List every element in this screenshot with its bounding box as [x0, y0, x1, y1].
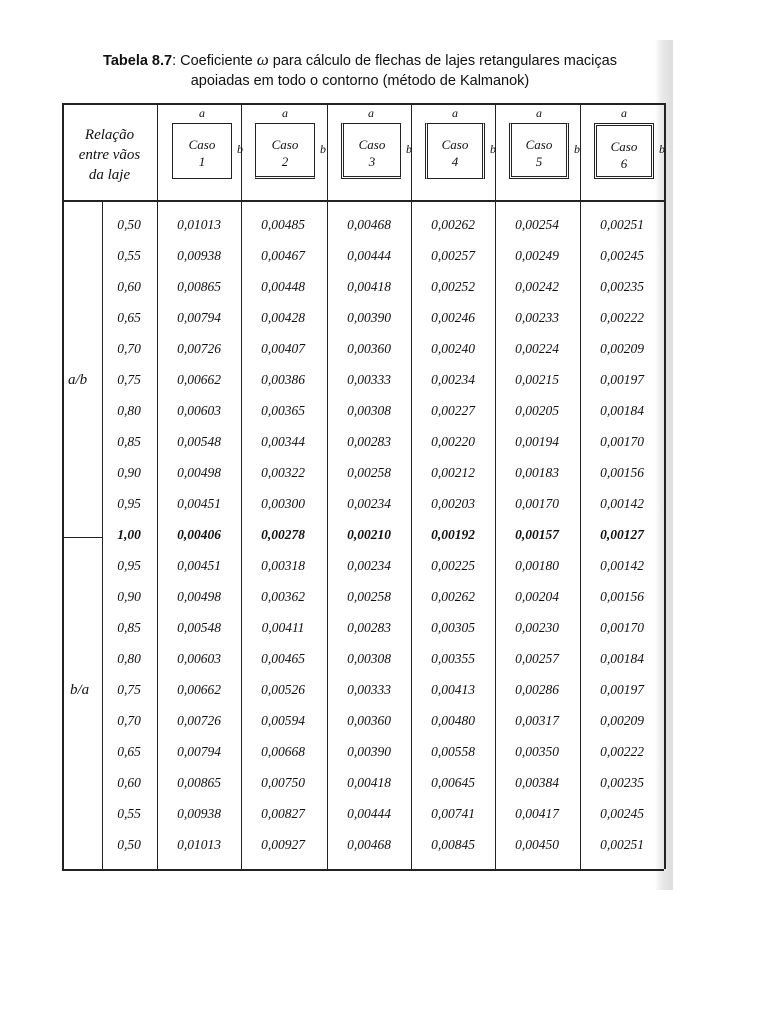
- coefficient-cell: 0,00938: [177, 248, 221, 263]
- coefficient-cell: 0,00170: [600, 434, 644, 449]
- coefficient-cell: 0,00215: [515, 372, 559, 387]
- coefficient-cell: 0,00444: [347, 806, 391, 821]
- coefficient-cell: 0,00726: [177, 341, 221, 356]
- coefficient-cell: 0,00242: [515, 279, 559, 294]
- coefficient-cell: 0,00386: [261, 372, 305, 387]
- coefficient-cell: 0,00220: [431, 434, 475, 449]
- coefficient-cell: 0,00603: [177, 651, 221, 666]
- coefficient-cell: 0,00278: [261, 527, 305, 542]
- coefficient-cell: 0,00308: [347, 651, 391, 666]
- coefficient-cell: 0,00283: [347, 434, 391, 449]
- span-a-label: a: [368, 106, 374, 120]
- coefficient-cell: 0,00230: [515, 620, 559, 635]
- coefficient-cell: 0,00192: [431, 527, 475, 542]
- ratio-value: 0,75: [117, 682, 141, 697]
- case-number: 5: [535, 154, 543, 169]
- caption-text-a: : Coeficiente: [172, 53, 257, 69]
- table-number: Tabela 8.7: [103, 53, 173, 69]
- coefficient-cell: 0,00526: [261, 682, 305, 697]
- coefficient-cell: 0,00234: [347, 558, 391, 573]
- ratio-value: 0,65: [117, 744, 141, 759]
- coefficient-cell: 0,00413: [431, 682, 475, 697]
- coefficient-cell: 0,00548: [177, 434, 221, 449]
- coefficient-cell: 0,00251: [600, 217, 644, 232]
- coefficient-cell: 0,00262: [431, 217, 475, 232]
- coefficient-cell: 0,00407: [261, 341, 305, 356]
- coefficient-cell: 0,00233: [515, 310, 559, 325]
- coefficient-cell: 0,00252: [431, 279, 475, 294]
- coefficient-cell: 0,00286: [515, 682, 559, 697]
- ratio-value: 0,95: [117, 558, 141, 573]
- coefficient-cell: 0,00390: [347, 310, 391, 325]
- span-b-label: b: [320, 142, 326, 156]
- span-b-label: b: [237, 142, 243, 156]
- coefficient-cell: 0,00355: [431, 651, 475, 666]
- coefficient-cell: 0,00603: [177, 403, 221, 418]
- coefficient-cell: 0,00170: [600, 620, 644, 635]
- group-label-a-over-b: a/b: [68, 372, 88, 388]
- coefficient-cell: 0,00594: [261, 713, 305, 728]
- slab-case-2-icon: [255, 123, 315, 179]
- coefficient-cell: 0,00300: [261, 496, 305, 511]
- coefficient-cell: 0,00234: [431, 372, 475, 387]
- coefficient-cell: 0,00467: [261, 248, 305, 263]
- coefficient-cell: 0,00558: [431, 744, 475, 759]
- coefficient-cell: 0,00156: [600, 465, 644, 480]
- ratio-value: 0,85: [117, 620, 141, 635]
- coefficient-cell: 0,00204: [515, 589, 559, 604]
- coefficient-cell: 0,00668: [261, 744, 305, 759]
- ratio-value: 0,70: [117, 713, 141, 728]
- coefficient-cell: 0,00498: [177, 589, 221, 604]
- case-number: 4: [451, 154, 459, 169]
- table-right-border: [664, 103, 666, 869]
- coefficient-cell: 0,00246: [431, 310, 475, 325]
- ratio-value: 0,90: [117, 465, 141, 480]
- coefficient-cell: 0,00468: [347, 217, 391, 232]
- coefficient-cell: 0,00360: [347, 713, 391, 728]
- coefficient-cell: 0,00417: [515, 806, 559, 821]
- coefficient-cell: 0,00222: [600, 310, 644, 325]
- coefficient-cell: 0,00938: [177, 806, 221, 821]
- table-left-border: [62, 103, 64, 869]
- slab-case-3-icon: [341, 123, 401, 179]
- span-b-label: b: [490, 142, 496, 156]
- span-a-label: a: [282, 106, 288, 120]
- header-divider: [62, 200, 664, 202]
- coefficient-cell: 0,00203: [431, 496, 475, 511]
- coefficient-cell: 0,00498: [177, 465, 221, 480]
- coefficient-cell: 0,00258: [347, 465, 391, 480]
- coefficient-cell: 0,00485: [261, 217, 305, 232]
- coefficient-cell: 0,00465: [261, 651, 305, 666]
- coefficient-cell: 0,00845: [431, 837, 475, 852]
- coefficient-cell: 0,00865: [177, 775, 221, 790]
- case-word: Caso: [441, 137, 469, 152]
- coefficient-cell: 0,01013: [177, 217, 221, 232]
- coefficient-cell: 0,00344: [261, 434, 305, 449]
- case-1-header: [162, 106, 242, 196]
- ratio-value: 0,80: [117, 403, 141, 418]
- coefficient-cell: 0,00222: [600, 744, 644, 759]
- coefficient-cell: 0,00865: [177, 279, 221, 294]
- coefficient-cell: 0,00225: [431, 558, 475, 573]
- coefficient-cell: 0,00333: [347, 682, 391, 697]
- coefficient-cell: 0,00360: [347, 341, 391, 356]
- case-4-header: [415, 106, 495, 196]
- ratio-value: 0,60: [117, 775, 141, 790]
- coefficient-cell: 0,00794: [177, 310, 221, 325]
- ratio-value: 0,60: [117, 279, 141, 294]
- coefficient-cell: 0,00450: [515, 837, 559, 852]
- case-number: 2: [281, 154, 289, 169]
- coefficient-cell: 0,00127: [600, 527, 644, 542]
- relation-line-2: entre vãos: [78, 147, 141, 163]
- caption-text-b: para cálculo de flechas de lajes retangulares maciças: [268, 53, 617, 69]
- ratio-value: 0,55: [117, 248, 141, 263]
- coefficient-cell: 0,00362: [261, 589, 305, 604]
- coefficient-cell: 0,00197: [600, 682, 644, 697]
- ratio-value: 0,55: [117, 806, 141, 821]
- case-5-header: [499, 106, 579, 196]
- caption-line-2: apoiadas em todo o contorno (método de Kalmanok): [190, 73, 530, 89]
- coefficient-cell: 0,00205: [515, 403, 559, 418]
- coefficient-cell: 0,00235: [600, 279, 644, 294]
- coefficient-cell: 0,00662: [177, 682, 221, 697]
- coefficient-cell: 0,00210: [347, 527, 391, 542]
- coefficient-cell: 0,00662: [177, 372, 221, 387]
- coefficient-cell: 0,01013: [177, 837, 221, 852]
- coefficient-cell: 0,00245: [600, 248, 644, 263]
- span-b-label: b: [574, 142, 580, 156]
- coefficient-cell: 0,00418: [347, 279, 391, 294]
- coefficient-cell: 0,00209: [600, 341, 644, 356]
- case-number: 3: [368, 154, 376, 169]
- coefficient-cell: 0,00428: [261, 310, 305, 325]
- omega-symbol: ω: [256, 50, 269, 69]
- coefficient-cell: 0,00142: [600, 496, 644, 511]
- coefficient-cell: 0,00448: [261, 279, 305, 294]
- coefficient-cell: 0,00262: [431, 589, 475, 604]
- ratio-value: 0,85: [117, 434, 141, 449]
- coefficient-cell: 0,00322: [261, 465, 305, 480]
- coefficient-cell: 0,00794: [177, 744, 221, 759]
- coefficient-cell: 0,00240: [431, 341, 475, 356]
- relation-line-1: Relação: [84, 127, 135, 143]
- coefficient-cell: 0,00249: [515, 248, 559, 263]
- case-2-header: [245, 106, 325, 196]
- coefficient-cell: 0,00224: [515, 341, 559, 356]
- coefficient-cell: 0,00234: [347, 496, 391, 511]
- coefficient-cell: 0,00468: [347, 837, 391, 852]
- coefficient-cell: 0,00726: [177, 713, 221, 728]
- ratio-value: 0,80: [117, 651, 141, 666]
- coefficient-cell: 0,00827: [261, 806, 305, 821]
- coefficient-cell: 0,00318: [261, 558, 305, 573]
- coefficient-cell: 0,00257: [515, 651, 559, 666]
- coefficient-cell: 0,00251: [600, 837, 644, 852]
- coefficient-cell: 0,00444: [347, 248, 391, 263]
- case-3-header: [331, 106, 411, 196]
- span-a-label: a: [536, 106, 542, 120]
- ratio-value: 1,00: [117, 527, 141, 542]
- coefficient-cell: 0,00197: [600, 372, 644, 387]
- group-separator: [62, 537, 102, 538]
- coefficient-cell: 0,00157: [515, 527, 559, 542]
- coefficient-cell: 0,00384: [515, 775, 559, 790]
- coefficient-cell: 0,00245: [600, 806, 644, 821]
- coefficient-cell: 0,00156: [600, 589, 644, 604]
- coefficient-cell: 0,00235: [600, 775, 644, 790]
- coefficient-cell: 0,00317: [515, 713, 559, 728]
- coefficient-cell: 0,00212: [431, 465, 475, 480]
- case-word: Caso: [525, 137, 553, 152]
- coefficient-cell: 0,00142: [600, 558, 644, 573]
- ratio-value: 0,95: [117, 496, 141, 511]
- ratio-value: 0,65: [117, 310, 141, 325]
- coefficient-cell: 0,00333: [347, 372, 391, 387]
- table-caption: [40, 50, 680, 91]
- coefficient-cell: 0,00308: [347, 403, 391, 418]
- coefficient-cell: 0,00254: [515, 217, 559, 232]
- case-word: Caso: [188, 137, 216, 152]
- case-word: Caso: [610, 139, 638, 154]
- coefficient-cell: 0,00257: [431, 248, 475, 263]
- coefficient-cell: 0,00183: [515, 465, 559, 480]
- coefficient-cell: 0,00741: [431, 806, 475, 821]
- ratio-value: 0,50: [117, 217, 141, 232]
- table-bottom-border: [62, 869, 664, 871]
- coefficient-cell: 0,00305: [431, 620, 475, 635]
- case-word: Caso: [358, 137, 386, 152]
- group-label-b-over-a: b/a: [70, 682, 90, 698]
- span-b-label: b: [659, 142, 665, 156]
- coefficient-cell: 0,00480: [431, 713, 475, 728]
- relation-header: [62, 125, 157, 185]
- span-a-label: a: [452, 106, 458, 120]
- coefficient-cell: 0,00184: [600, 651, 644, 666]
- coefficient-cell: 0,00170: [515, 496, 559, 511]
- case-number: 1: [198, 154, 206, 169]
- coefficient-cell: 0,00390: [347, 744, 391, 759]
- coefficient-cell: 0,00194: [515, 434, 559, 449]
- coefficient-cell: 0,00418: [347, 775, 391, 790]
- relation-line-3: da laje: [88, 167, 131, 183]
- slab-case-4-icon: [425, 123, 485, 179]
- coefficient-cell: 0,00258: [347, 589, 391, 604]
- coefficient-cell: 0,00927: [261, 837, 305, 852]
- coefficient-cell: 0,00283: [347, 620, 391, 635]
- coefficient-cell: 0,00406: [177, 527, 221, 542]
- case-word: Caso: [271, 137, 299, 152]
- coefficient-cell: 0,00645: [431, 775, 475, 790]
- slab-case-6-icon: [594, 123, 654, 179]
- case-number: 6: [620, 156, 628, 171]
- slab-case-1-icon: [172, 123, 232, 179]
- span-b-label: b: [406, 142, 412, 156]
- ratio-value: 0,75: [117, 372, 141, 387]
- table-top-border: [62, 103, 664, 105]
- coefficient-cell: 0,00411: [261, 620, 305, 635]
- coefficient-cell: 0,00180: [515, 558, 559, 573]
- coefficient-cell: 0,00451: [177, 496, 221, 511]
- span-a-label: a: [199, 106, 205, 120]
- case-6-header: [584, 106, 664, 196]
- ratio-value: 0,70: [117, 341, 141, 356]
- coefficient-cell: 0,00451: [177, 558, 221, 573]
- coefficient-cell: 0,00750: [261, 775, 305, 790]
- coefficient-cell: 0,00227: [431, 403, 475, 418]
- coefficient-cell: 0,00350: [515, 744, 559, 759]
- coefficient-cell: 0,00184: [600, 403, 644, 418]
- coefficient-cell: 0,00548: [177, 620, 221, 635]
- ratio-value: 0,50: [117, 837, 141, 852]
- coefficient-cell: 0,00209: [600, 713, 644, 728]
- slab-case-5-icon: [509, 123, 569, 179]
- coefficient-cell: 0,00365: [261, 403, 305, 418]
- ratio-value: 0,90: [117, 589, 141, 604]
- span-a-label: a: [621, 106, 627, 120]
